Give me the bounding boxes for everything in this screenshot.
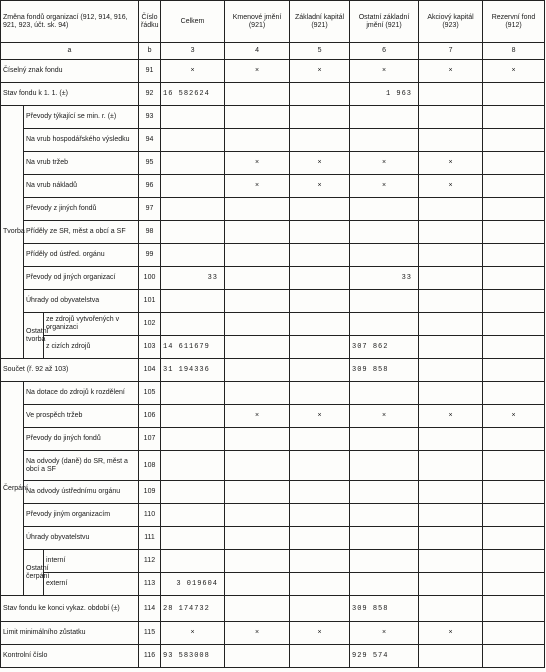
row-number: 96 (139, 175, 161, 198)
row-label: Převody do jiných fondů (24, 428, 139, 451)
empty-cell (290, 336, 350, 359)
empty-cell (419, 451, 483, 481)
x-mark: × (225, 175, 290, 198)
row-label: Na odvody ústřednímu orgánu (24, 481, 139, 504)
empty-cell (419, 313, 483, 336)
table-row (1, 267, 545, 290)
empty-cell (350, 573, 419, 596)
table-row (1, 645, 545, 668)
row-label: Na vrub nákladů (24, 175, 139, 198)
row-number: 92 (139, 83, 161, 106)
value-total: 31 194336 (161, 359, 225, 382)
row-label: Na vrub tržeb (24, 152, 139, 175)
row-label: Stav fondu ke konci vykaz. období (±) (1, 596, 139, 622)
table-row (1, 451, 545, 481)
empty-cell (161, 175, 225, 198)
empty-cell (419, 244, 483, 267)
empty-cell (225, 645, 290, 668)
empty-cell (419, 106, 483, 129)
value-total: 93 583008 (161, 645, 225, 668)
x-mark: × (225, 152, 290, 175)
empty-cell (290, 221, 350, 244)
empty-cell (225, 504, 290, 527)
empty-cell (161, 382, 225, 405)
empty-cell (483, 481, 545, 504)
row-number: 95 (139, 152, 161, 175)
empty-cell (161, 129, 225, 152)
empty-cell (290, 198, 350, 221)
row-number: 107 (139, 428, 161, 451)
row-label: Na dotace do zdrojů k rozdělení (24, 382, 139, 405)
row-label: Součet (ř. 92 až 103) (1, 359, 139, 382)
table-row (1, 244, 545, 267)
empty-cell (225, 550, 290, 573)
value-total: 33 (161, 267, 225, 290)
row-number: 94 (139, 129, 161, 152)
x-mark: × (290, 175, 350, 198)
empty-cell (483, 504, 545, 527)
empty-cell (419, 267, 483, 290)
empty-cell (350, 451, 419, 481)
ostatni-tvorba-label: Ostatní tvorba (24, 313, 44, 359)
table-row (1, 198, 545, 221)
column-letter-8: 8 (483, 43, 545, 60)
row-number: 104 (139, 359, 161, 382)
x-mark: × (161, 60, 225, 83)
table-row (1, 175, 545, 198)
empty-cell (225, 481, 290, 504)
row-label: Stav fondu k 1. 1. (±) (1, 83, 139, 106)
row-label: Limit minimálního zůstatku (1, 622, 139, 645)
row-label: Na vrub hospodářského výsledku (24, 129, 139, 152)
empty-cell (350, 527, 419, 550)
row-number: 106 (139, 405, 161, 428)
empty-cell (350, 221, 419, 244)
empty-cell (350, 106, 419, 129)
empty-cell (483, 313, 545, 336)
empty-cell (483, 175, 545, 198)
table-row (1, 129, 545, 152)
empty-cell (161, 550, 225, 573)
empty-cell (290, 573, 350, 596)
value-col6: 307 862 (350, 336, 419, 359)
row-label: interní (44, 550, 139, 573)
section-cerpani: Čerpání (1, 382, 24, 596)
x-mark: × (225, 622, 290, 645)
table-row (1, 504, 545, 527)
empty-cell (225, 129, 290, 152)
empty-cell (290, 451, 350, 481)
empty-cell (419, 645, 483, 668)
row-number: 91 (139, 60, 161, 83)
x-mark: × (350, 405, 419, 428)
row-label: Úhrady od obyvatelstva (24, 290, 139, 313)
x-mark: × (350, 622, 419, 645)
empty-cell (161, 405, 225, 428)
x-mark: × (350, 175, 419, 198)
column-letter-4: 4 (225, 43, 290, 60)
x-mark: × (419, 60, 483, 83)
empty-cell (483, 83, 545, 106)
x-mark: × (290, 152, 350, 175)
empty-cell (225, 83, 290, 106)
empty-cell (225, 290, 290, 313)
empty-cell (350, 481, 419, 504)
empty-cell (290, 645, 350, 668)
table-row (1, 622, 545, 645)
header-row-number: Číslo řádku (139, 1, 161, 43)
row-number: 110 (139, 504, 161, 527)
empty-cell (483, 359, 545, 382)
row-label: Příděly ze SR, měst a obcí a SF (24, 221, 139, 244)
header-col5: Základní kapitál (921) (290, 1, 350, 43)
value-total: 28 174732 (161, 596, 225, 622)
row-number: 116 (139, 645, 161, 668)
empty-cell (225, 106, 290, 129)
row-label: Číselný znak fondu (1, 60, 139, 83)
empty-cell (483, 596, 545, 622)
table-row (1, 405, 545, 428)
header-col6: Ostatní základní jmění (921) (350, 1, 419, 43)
empty-cell (290, 244, 350, 267)
empty-cell (483, 645, 545, 668)
empty-cell (290, 83, 350, 106)
row-label: Ve prospěch tržeb (24, 405, 139, 428)
empty-cell (483, 267, 545, 290)
empty-cell (483, 382, 545, 405)
row-label: Převody z jiných fondů (24, 198, 139, 221)
row-label: Převody jiným organizacím (24, 504, 139, 527)
empty-cell (483, 573, 545, 596)
row-label: Převody od jiných organizací (24, 267, 139, 290)
empty-cell (290, 550, 350, 573)
row-number: 105 (139, 382, 161, 405)
empty-cell (419, 428, 483, 451)
column-letter-a: a (1, 43, 139, 60)
empty-cell (419, 481, 483, 504)
row-label: Na odvody (daně) do SR, měst a obcí a SF (24, 451, 139, 481)
row-label: Převody týkající se min. r. (±) (24, 106, 139, 129)
empty-cell (225, 596, 290, 622)
table-row (1, 106, 545, 129)
column-letter-6: 6 (350, 43, 419, 60)
empty-cell (290, 267, 350, 290)
empty-cell (419, 198, 483, 221)
x-mark: × (419, 405, 483, 428)
row-number: 109 (139, 481, 161, 504)
empty-cell (290, 313, 350, 336)
column-letter-7: 7 (419, 43, 483, 60)
header-total: Celkem (161, 1, 225, 43)
value-total: 16 582624 (161, 83, 225, 106)
empty-cell (419, 359, 483, 382)
header-row (1, 1, 545, 43)
x-mark: × (483, 60, 545, 83)
empty-cell (290, 504, 350, 527)
value-col6: 1 963 (350, 83, 419, 106)
empty-cell (483, 290, 545, 313)
x-mark: × (419, 152, 483, 175)
empty-cell (225, 198, 290, 221)
empty-cell (225, 336, 290, 359)
column-letter-b: b (139, 43, 161, 60)
table-row (1, 313, 545, 336)
row-number: 111 (139, 527, 161, 550)
table-row (1, 83, 545, 106)
row-label: z cizích zdrojů (44, 336, 139, 359)
empty-cell (483, 622, 545, 645)
empty-cell (161, 527, 225, 550)
empty-cell (350, 550, 419, 573)
row-label: Příděly od ústřed. orgánu (24, 244, 139, 267)
row-number: 108 (139, 451, 161, 481)
value-total: 3 019604 (161, 573, 225, 596)
empty-cell (225, 244, 290, 267)
table-row (1, 152, 545, 175)
empty-cell (161, 221, 225, 244)
table-row (1, 527, 545, 550)
empty-cell (419, 83, 483, 106)
empty-cell (161, 313, 225, 336)
value-total: 14 611679 (161, 336, 225, 359)
table-row (1, 550, 545, 573)
empty-cell (483, 106, 545, 129)
empty-cell (419, 290, 483, 313)
empty-cell (225, 451, 290, 481)
empty-cell (290, 359, 350, 382)
empty-cell (225, 221, 290, 244)
table-row (1, 290, 545, 313)
x-mark: × (483, 405, 545, 428)
empty-cell (290, 596, 350, 622)
empty-cell (419, 129, 483, 152)
table-row (1, 428, 545, 451)
row-number: 93 (139, 106, 161, 129)
x-mark: × (161, 622, 225, 645)
empty-cell (290, 129, 350, 152)
column-letter-5: 5 (290, 43, 350, 60)
table-row (1, 382, 545, 405)
x-mark: × (225, 405, 290, 428)
x-mark: × (350, 60, 419, 83)
empty-cell (483, 244, 545, 267)
empty-cell (483, 129, 545, 152)
row-number: 103 (139, 336, 161, 359)
ostatni-cerpani-label: Ostatní čerpání (24, 550, 44, 596)
empty-cell (290, 382, 350, 405)
empty-cell (483, 550, 545, 573)
row-number: 100 (139, 267, 161, 290)
empty-cell (290, 527, 350, 550)
empty-cell (419, 382, 483, 405)
empty-cell (161, 290, 225, 313)
row-number: 101 (139, 290, 161, 313)
x-mark: × (350, 152, 419, 175)
empty-cell (483, 198, 545, 221)
empty-cell (161, 198, 225, 221)
empty-cell (225, 573, 290, 596)
column-letters-row (1, 43, 545, 60)
empty-cell (161, 504, 225, 527)
empty-cell (483, 428, 545, 451)
table-row (1, 359, 545, 382)
row-number: 99 (139, 244, 161, 267)
empty-cell (419, 221, 483, 244)
empty-cell (419, 504, 483, 527)
empty-cell (419, 336, 483, 359)
x-mark: × (225, 60, 290, 83)
empty-cell (290, 428, 350, 451)
empty-cell (419, 596, 483, 622)
row-number: 102 (139, 313, 161, 336)
empty-cell (225, 428, 290, 451)
table-row (1, 573, 545, 596)
empty-cell (483, 152, 545, 175)
row-number: 113 (139, 573, 161, 596)
empty-cell (161, 428, 225, 451)
empty-cell (225, 527, 290, 550)
column-letter-3: 3 (161, 43, 225, 60)
row-label: Kontrolní číslo (1, 645, 139, 668)
empty-cell (290, 106, 350, 129)
table-row (1, 596, 545, 622)
header-description: Změna fondů organizací (912, 914, 916, 921, 923, účt. sk. 94) (1, 1, 139, 43)
value-col6: 309 858 (350, 359, 419, 382)
empty-cell (225, 382, 290, 405)
x-mark: × (290, 405, 350, 428)
value-col6: 929 574 (350, 645, 419, 668)
empty-cell (419, 550, 483, 573)
row-number: 97 (139, 198, 161, 221)
empty-cell (290, 290, 350, 313)
empty-cell (161, 152, 225, 175)
empty-cell (350, 428, 419, 451)
row-label: ze zdrojů vytvořených v organizaci (44, 313, 139, 336)
table-row (1, 221, 545, 244)
row-number: 114 (139, 596, 161, 622)
header-col8: Rezervní fond (912) (483, 1, 545, 43)
x-mark: × (290, 60, 350, 83)
x-mark: × (419, 622, 483, 645)
empty-cell (161, 244, 225, 267)
empty-cell (419, 527, 483, 550)
empty-cell (161, 481, 225, 504)
section-tvorba: Tvorba (1, 106, 24, 359)
empty-cell (161, 451, 225, 481)
x-mark: × (290, 622, 350, 645)
table-row (1, 481, 545, 504)
header-col7: Akciový kapitál (923) (419, 1, 483, 43)
table-row (1, 336, 545, 359)
empty-cell (483, 221, 545, 244)
empty-cell (350, 198, 419, 221)
empty-cell (483, 336, 545, 359)
empty-cell (350, 313, 419, 336)
row-label: externí (44, 573, 139, 596)
empty-cell (483, 527, 545, 550)
empty-cell (350, 244, 419, 267)
empty-cell (419, 573, 483, 596)
empty-cell (225, 313, 290, 336)
row-number: 112 (139, 550, 161, 573)
value-col6: 309 858 (350, 596, 419, 622)
empty-cell (350, 290, 419, 313)
empty-cell (350, 504, 419, 527)
empty-cell (161, 106, 225, 129)
empty-cell (225, 267, 290, 290)
header-col4: Kmenové jmění (921) (225, 1, 290, 43)
empty-cell (350, 382, 419, 405)
row-number: 115 (139, 622, 161, 645)
row-label: Úhrady obyvatelstvu (24, 527, 139, 550)
empty-cell (483, 451, 545, 481)
table-row (1, 60, 545, 83)
empty-cell (350, 129, 419, 152)
row-number: 98 (139, 221, 161, 244)
empty-cell (290, 481, 350, 504)
empty-cell (225, 359, 290, 382)
x-mark: × (419, 175, 483, 198)
value-col6: 33 (350, 267, 419, 290)
